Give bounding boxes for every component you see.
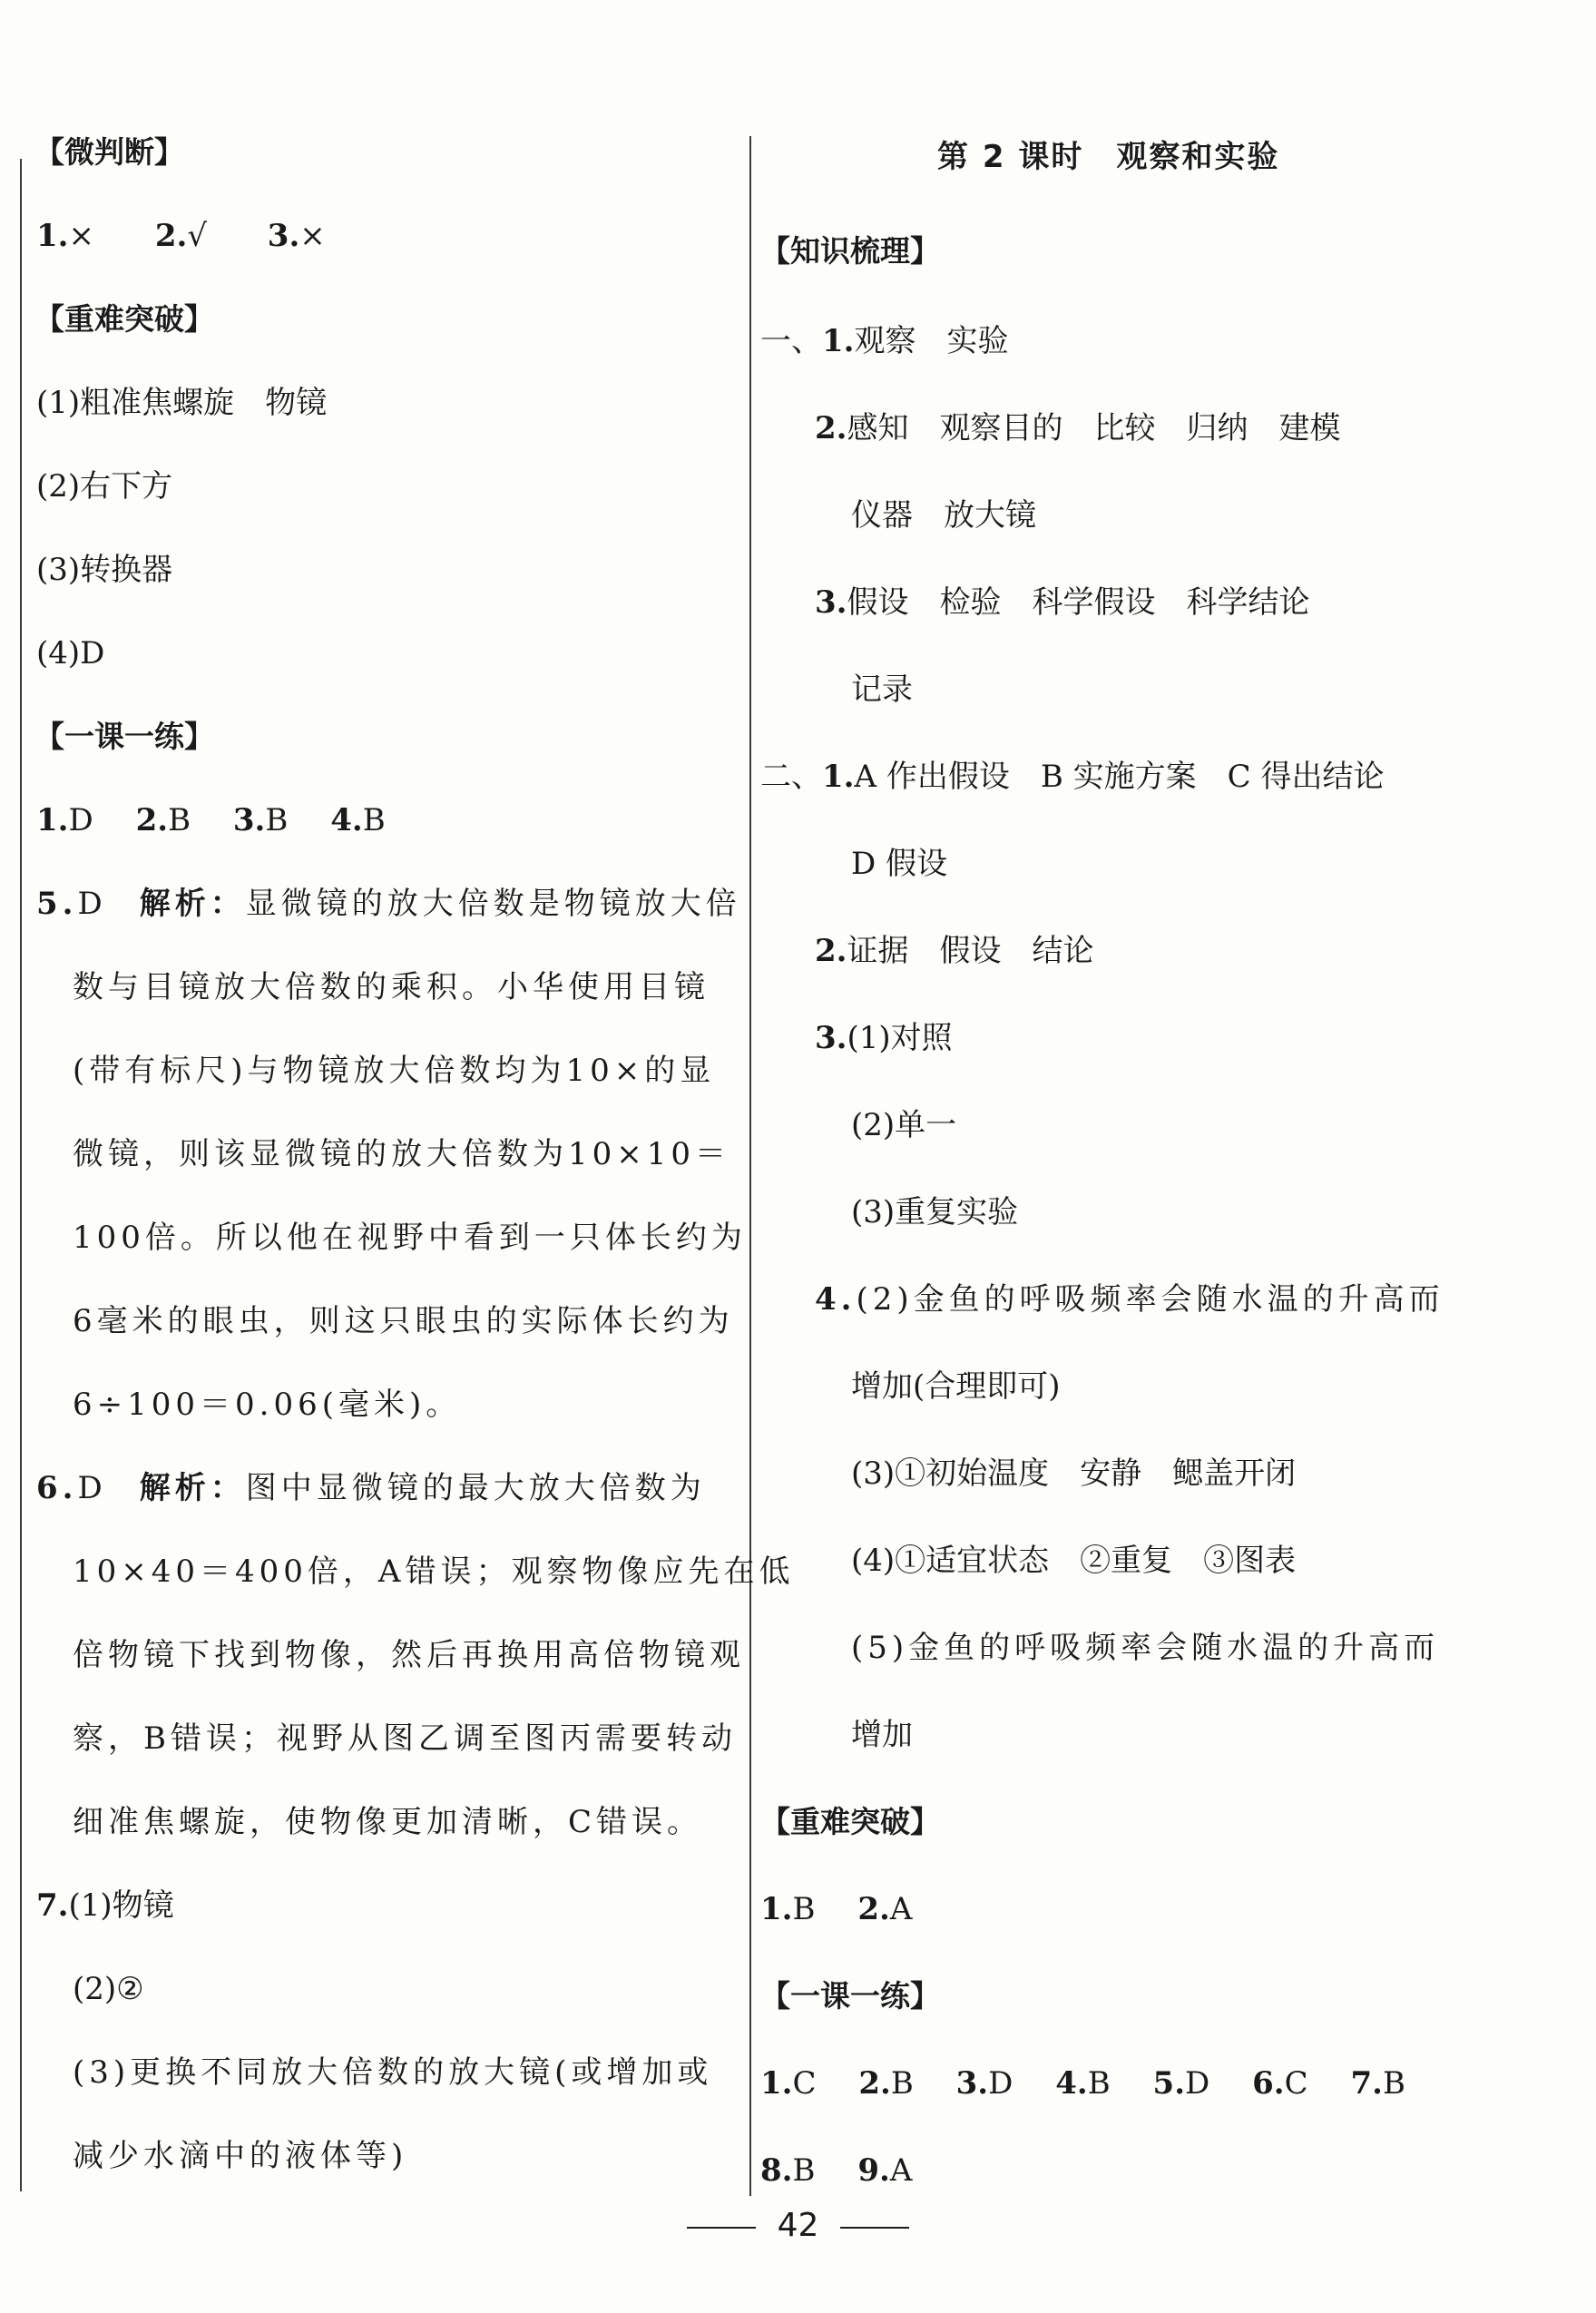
answer-fragment: 4.: [1055, 2065, 1088, 2102]
answer-fragment: 2.: [858, 2065, 891, 2102]
answer-fragment: 1.: [760, 1891, 793, 1927]
answer-fragment: (1)对照: [847, 1020, 953, 1056]
q5-line-6: 6毫米的眼虫，则这只眼虫的实际体长约为: [73, 1303, 734, 1339]
footer-rule-left: [687, 2227, 756, 2229]
q-number: 2.: [154, 218, 188, 254]
practice-answers-1-7: [760, 2063, 1405, 2103]
q6-line-4: 察，B错误；视野从图乙调至图丙需要转动: [73, 1720, 737, 1757]
page-number: 42: [777, 2207, 819, 2244]
answer-fragment: 5.: [36, 886, 78, 922]
key-answer-1: (1)粗准焦螺旋 物镜: [36, 385, 328, 421]
answer-fragment: D: [988, 2065, 1013, 2102]
answer-fragment: 观察 实验: [854, 323, 1009, 359]
answer-fragment: B: [792, 1891, 816, 1927]
answer-fragment: (2)金鱼的呼吸频率会随水温的升高而: [856, 1281, 1444, 1318]
answer-fragment: 3.: [955, 2065, 989, 2102]
section-heading-practice: 【一课一练】: [34, 719, 214, 754]
knowledge-1-2b: 仪器 放大镜: [851, 497, 1036, 534]
answer-fragment: B: [362, 802, 386, 838]
practice-answers-1-4: [36, 800, 386, 840]
q7-line-4: 减少水滴中的液体等): [73, 2138, 408, 2174]
answer-fragment: 3.: [232, 802, 266, 838]
knowledge-2-4a: [815, 1279, 1444, 1319]
section-heading-knowledge: 【知识梳理】: [760, 233, 940, 269]
q5-line-7: 6÷100＝0.06(毫米)。: [73, 1387, 462, 1423]
key-answer-4: (4)D: [36, 635, 105, 671]
answer-fragment: 6.: [36, 1470, 78, 1506]
q5-line-4: 微镜，则该显微镜的放大倍数为10×10＝: [73, 1136, 731, 1172]
answer-fragment: 2.: [135, 802, 169, 838]
answer-fragment: B: [168, 802, 191, 838]
practice-answers-8-9: [760, 2151, 912, 2190]
q5-line-2: 数与目镜放大倍数的乘积。小华使用目镜: [73, 969, 710, 1005]
answer-fragment: 7.: [1350, 2065, 1383, 2102]
section-heading-practice-right: 【一课一练】: [760, 1978, 940, 2014]
knowledge-2-4a2: 增加(合理即可): [851, 1368, 1061, 1405]
q7-line-3: (3)更换不同放大倍数的放大镜(或增加或: [73, 2054, 713, 2091]
answer-fragment: D: [68, 802, 93, 838]
knowledge-2-4d2: 增加: [851, 1717, 913, 1753]
q7-line-2: (2)②: [73, 1971, 144, 2007]
answer-fragment: 4.: [330, 802, 363, 838]
key-answers-right: [760, 1889, 912, 1929]
answer: ×: [299, 218, 326, 254]
q5-line-5: 100倍。所以他在视野中看到一只体长约为: [73, 1220, 747, 1256]
answer: √: [187, 218, 207, 254]
answer-fragment: 1.: [760, 2065, 793, 2102]
answer-fragment: B: [1382, 2065, 1405, 2102]
page-footer: [0, 2207, 1596, 2244]
knowledge-1-2: [815, 408, 1341, 448]
section-heading-key-right: 【重难突破】: [760, 1804, 940, 1839]
answer-fragment: A 作出假设 B 实施方案 C 得出结论: [854, 759, 1385, 795]
knowledge-2-1: [760, 757, 1384, 797]
key-answer-2: (2)右下方: [36, 468, 173, 505]
q6-line-5: 细准焦螺旋，使物像更加清晰，C错误。: [73, 1804, 703, 1840]
section-heading-judge: 【微判断】: [34, 134, 184, 170]
answer-fragment: 解析：: [139, 1470, 246, 1506]
answer-fragment: B: [890, 2065, 914, 2102]
answer-fragment: 二、: [760, 759, 822, 795]
q-number: 3.: [267, 218, 300, 254]
key-answer-3: (3)转换器: [36, 552, 173, 588]
answer-fragment: C: [1284, 2065, 1308, 2102]
answer-fragment: D: [1185, 2065, 1210, 2102]
answer-fragment: D: [77, 886, 107, 922]
answer-fragment: B: [792, 2152, 816, 2189]
answer-fragment: 证据 假设 结论: [847, 933, 1094, 969]
knowledge-2-3: [815, 1018, 953, 1058]
answer-fragment: C: [792, 2065, 817, 2102]
answer-fragment: 2.: [857, 1891, 890, 1927]
knowledge-2-2: [815, 931, 1094, 971]
answer-fragment: D: [77, 1470, 107, 1506]
knowledge-2-3b: (2)单一: [851, 1107, 957, 1143]
q-number: 1.: [36, 218, 69, 254]
knowledge-2-4d: (5)金鱼的呼吸频率会随水温的升高而: [851, 1630, 1440, 1666]
answer-fragment: 图中显微镜的最大放大倍数为: [245, 1470, 706, 1506]
answer-fragment: B: [1087, 2065, 1111, 2102]
answer: ×: [68, 218, 94, 254]
answer-fragment: 8.: [760, 2152, 793, 2189]
answer-fragment: 1.: [822, 323, 855, 359]
answer-fragment: 4.: [815, 1281, 857, 1318]
knowledge-1-3: [815, 583, 1310, 622]
knowledge-2-4c: (4)①适宜状态 ②重复 ③图表: [851, 1543, 1297, 1579]
answer-fragment: 显微镜的放大倍数是物镜放大倍: [245, 886, 741, 922]
q7-line-1: [36, 1886, 174, 1926]
answer-fragment: 一、: [760, 323, 822, 359]
footer-rule-right: [840, 2227, 909, 2229]
answer-fragment: 9.: [857, 2152, 890, 2189]
answer-fragment: 6.: [1252, 2065, 1285, 2102]
answer-fragment: 假设 检验 科学假设 科学结论: [847, 584, 1310, 621]
answer-fragment: 3.: [815, 584, 847, 621]
column-divider: [749, 136, 751, 2196]
answer-fragment: 2.: [815, 933, 847, 969]
answer-fragment: A: [889, 2152, 913, 2189]
q6-line-1: [36, 1468, 706, 1508]
q6-line-2: 10×40＝400倍，A错误；观察物像应先在低: [73, 1553, 795, 1590]
knowledge-2-1b: D 假设: [851, 846, 948, 882]
answer-fragment: 感知 观察目的 比较 归纳 建模: [847, 410, 1341, 446]
answer-fragment: B: [265, 802, 289, 838]
knowledge-2-3c: (3)重复实验: [851, 1194, 1019, 1230]
judge-answers: [36, 216, 326, 256]
q5-line-3: (带有标尺)与物镜放大倍数均为10×的显: [73, 1053, 716, 1089]
section-heading-key: 【重难突破】: [34, 301, 214, 337]
answer-fragment: 3.: [815, 1020, 847, 1056]
q5-line-1: [36, 884, 741, 924]
knowledge-1-3b: 记录: [851, 671, 913, 708]
answer-fragment: (1)物镜: [68, 1887, 174, 1924]
answer-fragment: 1.: [822, 759, 855, 795]
answer-fragment: 7.: [36, 1887, 69, 1924]
lesson-title: 第 2 课时 观察和实验: [937, 139, 1280, 175]
answer-fragment: 5.: [1152, 2065, 1186, 2102]
left-margin-rule: [20, 159, 22, 2191]
knowledge-2-4b: (3)①初始温度 安静 鳃盖开闭: [851, 1455, 1297, 1492]
answer-fragment: 解析：: [139, 886, 246, 922]
q6-line-3: 倍物镜下找到物像，然后再换用高倍物镜观: [73, 1637, 745, 1673]
answer-fragment: 2.: [815, 410, 847, 446]
knowledge-1-1: [760, 321, 1009, 361]
answer-fragment: 1.: [36, 802, 69, 838]
answer-fragment: A: [889, 1891, 913, 1927]
